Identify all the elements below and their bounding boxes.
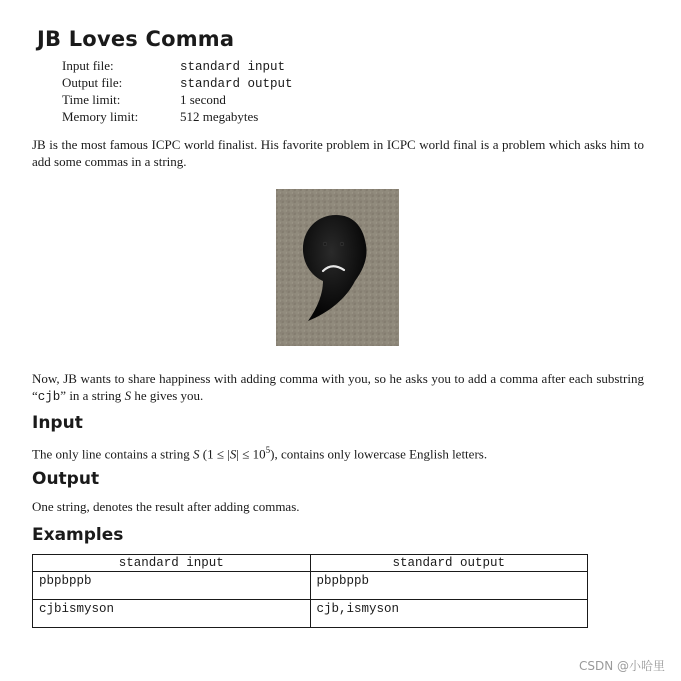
meta-value: 1 second [180, 92, 226, 107]
table-header-row [33, 555, 588, 572]
column-header-output: standard output [310, 555, 588, 572]
task-var: S [124, 388, 132, 403]
meta-value: standard input [180, 60, 286, 74]
examples-table [32, 554, 588, 628]
input-var: S [193, 446, 200, 462]
constraint-var: S [229, 446, 237, 462]
input-heading: Input [32, 413, 83, 433]
statement-task [32, 370, 644, 406]
table-row [33, 600, 588, 628]
output-description: One string, denotes the result after adding commas. [32, 499, 300, 514]
meta-key: Memory limit: [62, 109, 139, 124]
input-description [32, 442, 644, 462]
meta-value: standard output [180, 77, 293, 91]
column-header-input: standard input [33, 555, 311, 572]
task-code: cjb [37, 390, 61, 404]
constraint-prefix: (1 ≤ | [199, 446, 230, 462]
examples-heading: Examples [32, 525, 124, 545]
example-input-cell: cjbismyson [33, 600, 311, 628]
meta-row-output-file [62, 74, 293, 91]
watermark: CSDN @小哈里 [578, 659, 665, 673]
example-output-cell: pbpbppb [310, 572, 588, 600]
meta-row-time-limit [62, 91, 293, 108]
table-row [33, 572, 588, 600]
meta-key: Output file: [62, 75, 123, 90]
meta-row-memory-limit [62, 108, 293, 125]
problem-meta [62, 57, 293, 125]
input-text-before: The only line contains a string [32, 446, 194, 462]
constraint-suffix: | ≤ 10 [236, 446, 266, 462]
statement-intro: JB is the most famous ICPC world finalist. His favorite problem in ICPC world final is a problem which asks him to add some commas in a string. [32, 137, 644, 169]
task-text-before: Now, JB wants to share happiness with adding comma with you, so he asks you to add a comma after each substring “ [32, 371, 644, 403]
example-output-cell: cjb,ismyson [310, 600, 588, 628]
task-text-middle: ” in a string [60, 388, 125, 403]
constraint-exponent: 5 [265, 445, 271, 455]
task-text-after: he gives you. [131, 388, 204, 403]
meta-key: Time limit: [62, 92, 121, 107]
problem-title: JB Loves Comma [37, 27, 235, 51]
meta-row-input-file [62, 57, 293, 74]
meta-value: 512 megabytes [180, 109, 259, 124]
input-text-after: ), contains only lowercase English letters. [270, 446, 488, 462]
knitted-comma-photo [276, 189, 399, 346]
example-input-cell: pbpbppb [33, 572, 311, 600]
output-heading: Output [32, 469, 100, 489]
meta-key: Input file: [62, 58, 114, 73]
